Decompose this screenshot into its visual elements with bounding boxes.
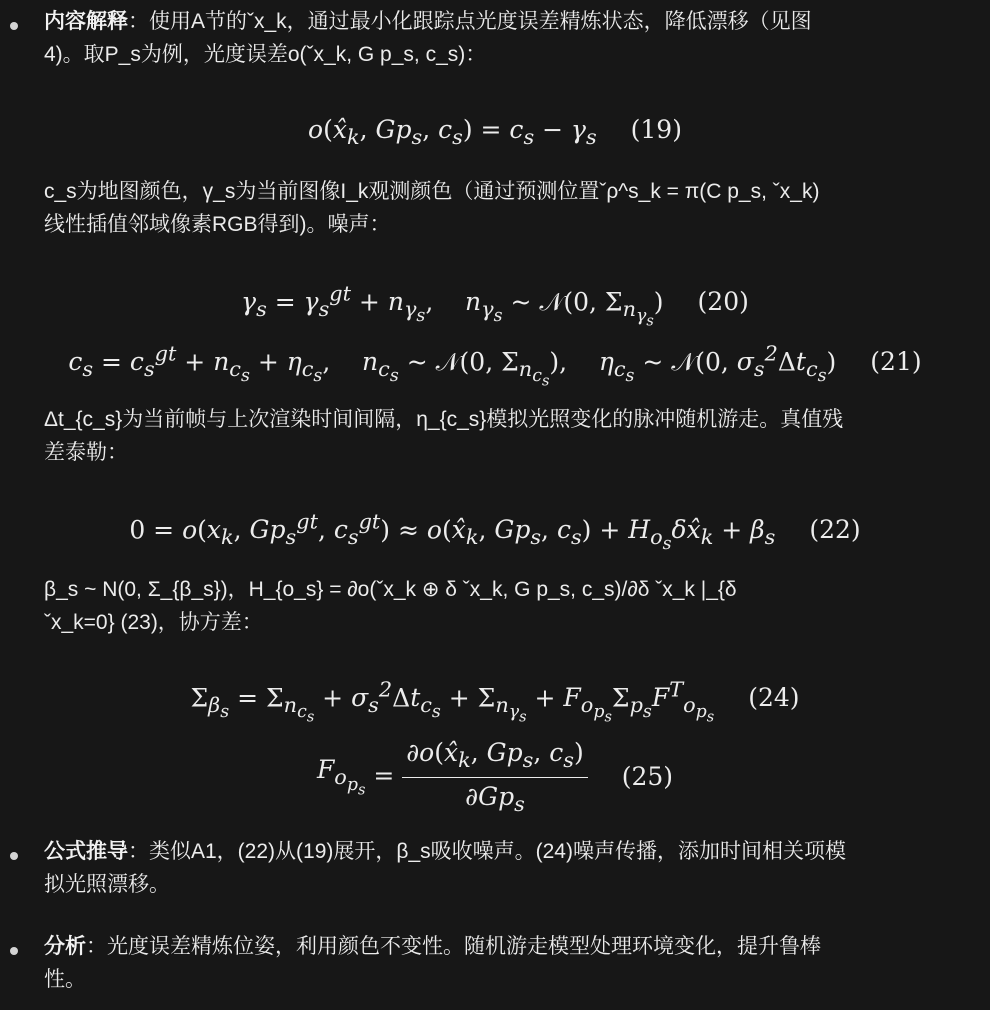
- item-text-line2: 性。: [44, 967, 86, 991]
- item-text-line1: 光度误差精炼位姿，利用颜色不变性。随机游走模型处理环境变化，提升鲁棒: [107, 935, 821, 958]
- paragraph-jacobian: β_s ~ N(0, Σ_{β_s})，H_{o_s} = ∂o(ˇx_k ⊕ δ ˇx_k, G p_s, c_s)/∂δ ˇx_k |_{δ ˇx_k=0} (23)，协方差：: [44, 578, 737, 634]
- equation-21: $c_s = c_s^{gt} + n_{c_s} + \eta_{c_s}$, $n_{c_s}$ ~ 𝒩(0, $\Sigma_{n_{c_s}}$), $\eta_{c_s}$ ~ 𝒩(0, $\sigma_s^2\Delta t_{c_s}$) (21): [68, 342, 922, 390]
- equation-number: (20): [697, 287, 749, 317]
- item-text-line1: 使用A节的ˇx_k，通过最小化跟踪点光度误差精炼状态，降低漂移（见图: [149, 10, 812, 33]
- list-bullet: [10, 22, 18, 30]
- item-text-line2: 拟光照漂移。: [44, 872, 170, 896]
- equation-22: $0 = o(x_k$, $Gp_s^{gt}$, $c_s^{gt}$) ≈ $o(x̂_k$, $Gp_s$, $c_s$) + $H_{o_s}\delta x̂_k + \beta_s$ (22): [129, 510, 861, 555]
- item-label: 内容解释: [44, 10, 128, 33]
- item-label: 公式推导: [44, 840, 128, 863]
- fraction: $\frac{\partial o(x̂_k, Gp_s, c_s)}{\partial Gp_s}$: [402, 738, 587, 817]
- list-item-content-explanation: 内容解释：使用A节的ˇx_k，通过最小化跟踪点光度误差精炼状态，降低漂移（见图 4)。取P_s为例，光度误差o(ˇx_k, G p_s, c_s)：: [44, 10, 812, 66]
- paragraph-color-definition: c_s为地图颜色，γ_s为当前图像I_k观测颜色（通过预测位置ˇρ^s_k = π(C p_s, ˇx_k) 线性插值邻域像素RGB得到)。噪声：: [44, 180, 820, 236]
- equation-24: $\Sigma_{\beta_s} = \Sigma_{n_{c_s}} + \sigma_s^2\Delta t_{c_s} + \Sigma_{n_{\gamma_s}} + F_{o_{p_s}}\Sigma_{p_s}F^T_{o_{p_s}}(24)$: [190, 678, 800, 726]
- equation-number: (22): [809, 515, 861, 545]
- equation-number: (24): [748, 683, 800, 713]
- equation-20: $\gamma_s = \gamma_s^{gt} + n_{\gamma_s}$, $n_{\gamma_s}$ ~ 𝒩(0, $\Sigma_{n_{\gamma_s}}$) (20): [241, 282, 749, 330]
- item-text-line2: 4)。取P_s为例，光度误差o(ˇx_k, G p_s, c_s)：: [44, 42, 487, 66]
- paragraph-time-interval: Δt_{c_s}为当前帧与上次渲染时间间隔，η_{c_s}模拟光照变化的脉冲随机游走。真值残 差泰勒：: [44, 408, 844, 464]
- equation-number: (21): [870, 347, 922, 377]
- equation-number: (25): [621, 762, 674, 792]
- list-item-analysis: 分析：光度误差精炼位姿，利用颜色不变性。随机游走模型处理环境变化，提升鲁棒 性。: [44, 935, 821, 991]
- list-bullet: [10, 852, 18, 860]
- equation-19: $o(x̂_k$, $Gp_s$, $c_s) = c_s - \gamma_s$ (19): [308, 115, 682, 149]
- list-bullet: [10, 947, 18, 955]
- item-label: 分析: [44, 935, 86, 958]
- equation-25: $F_{o_{p_s}}$ = $\frac{\partial o(x̂_k, Gp_s, c_s)}{\partial Gp_s}$ (25): [316, 738, 674, 816]
- list-item-formula-derivation: 公式推导：类似A1，(22)从(19)展开，β_s吸收噪声。(24)噪声传播，添加时间相关项模 拟光照漂移。: [44, 840, 846, 896]
- item-text-line1: 类似A1，(22)从(19)展开，β_s吸收噪声。(24)噪声传播，添加时间相关项模: [149, 840, 846, 863]
- equation-number: (19): [630, 115, 682, 144]
